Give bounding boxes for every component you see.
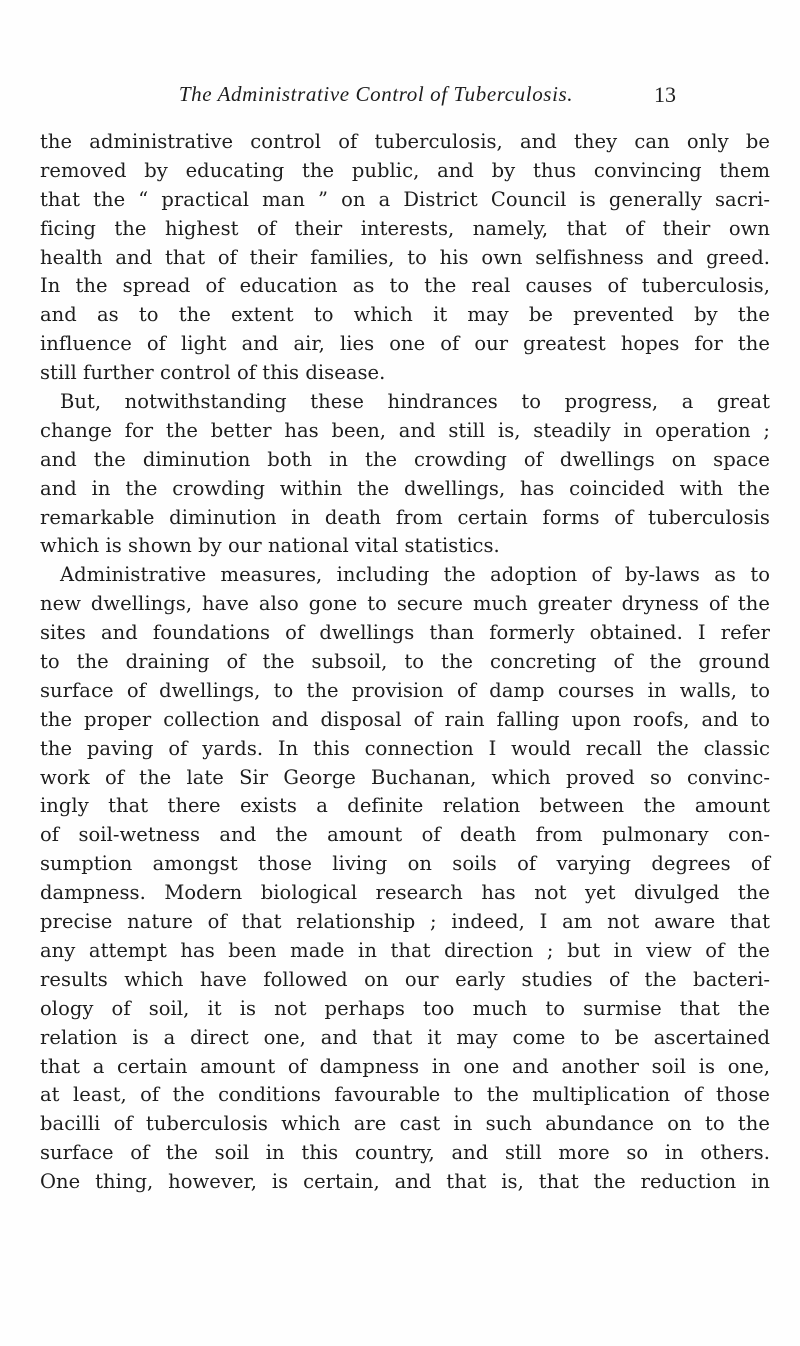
text-line: work of the late Sir George Buchanan, which proved so convinc- bbox=[40, 765, 770, 789]
text-line: that the “ practical man ” on a District Council is generally sacri- bbox=[40, 187, 770, 211]
text-line: any attempt has been made in that direction ; but in view of the bbox=[40, 938, 770, 962]
running-title: The Administrative Control of Tuberculosis. bbox=[178, 82, 574, 106]
text-line: the proper collection and disposal of rain falling upon roofs, and to bbox=[40, 707, 770, 731]
text-line: new dwellings, have also gone to secure much greater dryness of the bbox=[40, 592, 770, 616]
text-line: surface of the soil in this country, and still more so in others. bbox=[40, 1141, 770, 1165]
body-text bbox=[40, 128, 770, 1197]
text-line: still further control of this disease. bbox=[40, 361, 386, 385]
text-line: precise nature of that relationship ; indeed, I am not aware that bbox=[40, 910, 770, 934]
text-line: health and that of their families, to his own selfishness and greed. bbox=[40, 245, 770, 269]
text-line: removed by educating the public, and by thus convincing them bbox=[40, 158, 770, 182]
text-line: which is shown by our national vital statistics. bbox=[40, 534, 500, 558]
text-line: sumption amongst those living on soils of varying degrees of bbox=[40, 852, 770, 876]
text-line: Administrative measures, including the adoption of by-laws as to bbox=[60, 563, 770, 587]
text-line: One thing, however, is certain, and that is, that the reduction in bbox=[40, 1170, 770, 1194]
text-line: the administrative control of tuberculosis, and they can only be bbox=[40, 130, 770, 153]
text-line: But, notwithstanding these hindrances to progress, a great bbox=[60, 390, 770, 414]
text-line: sites and foundations of dwellings than formerly obtained. I refer bbox=[40, 621, 770, 645]
text-line: and in the crowding within the dwellings, has coincided with the bbox=[40, 476, 770, 500]
text-line: the paving of yards. In this connection I would recall the classic bbox=[40, 736, 770, 760]
page-number: 13 bbox=[654, 82, 676, 107]
text-line: results which have followed on our early studies of the bacteri- bbox=[40, 967, 770, 991]
text-line: of soil-wetness and the amount of death from pulmonary con- bbox=[40, 823, 770, 847]
text-line: relation is a direct one, and that it may come to be ascertained bbox=[40, 1025, 770, 1049]
text-line: dampness. Modern biological research has not yet divulged the bbox=[40, 881, 770, 905]
text-line: ingly that there exists a definite relation between the amount bbox=[40, 794, 770, 818]
text-line: bacilli of tuberculosis which are cast in such abundance on to the bbox=[40, 1112, 770, 1136]
text-line: that a certain amount of dampness in one and another soil is one, bbox=[40, 1054, 770, 1078]
page-header bbox=[116, 82, 676, 116]
text-line: ficing the highest of their interests, namely, that of their own bbox=[40, 216, 770, 240]
text-line: and the diminution both in the crowding of dwellings on space bbox=[40, 447, 770, 471]
text-line: ology of soil, it is not perhaps too much to surmise that the bbox=[40, 996, 770, 1020]
text-line: at least, of the conditions favourable to the multiplication of those bbox=[40, 1083, 770, 1107]
text-line: remarkable diminution in death from certain forms of tuberculosis bbox=[40, 505, 770, 529]
text-line: surface of dwellings, to the provision of damp courses in walls, to bbox=[40, 678, 770, 702]
text-line: In the spread of education as to the real causes of tuberculosis, bbox=[40, 274, 770, 298]
text-line: and as to the extent to which it may be prevented by the bbox=[40, 303, 770, 327]
text-line: change for the better has been, and still is, steadily in operation ; bbox=[40, 418, 770, 442]
text-line: influence of light and air, lies one of our greatest hopes for the bbox=[40, 332, 770, 356]
text-line: to the draining of the subsoil, to the concreting of the ground bbox=[40, 650, 770, 674]
